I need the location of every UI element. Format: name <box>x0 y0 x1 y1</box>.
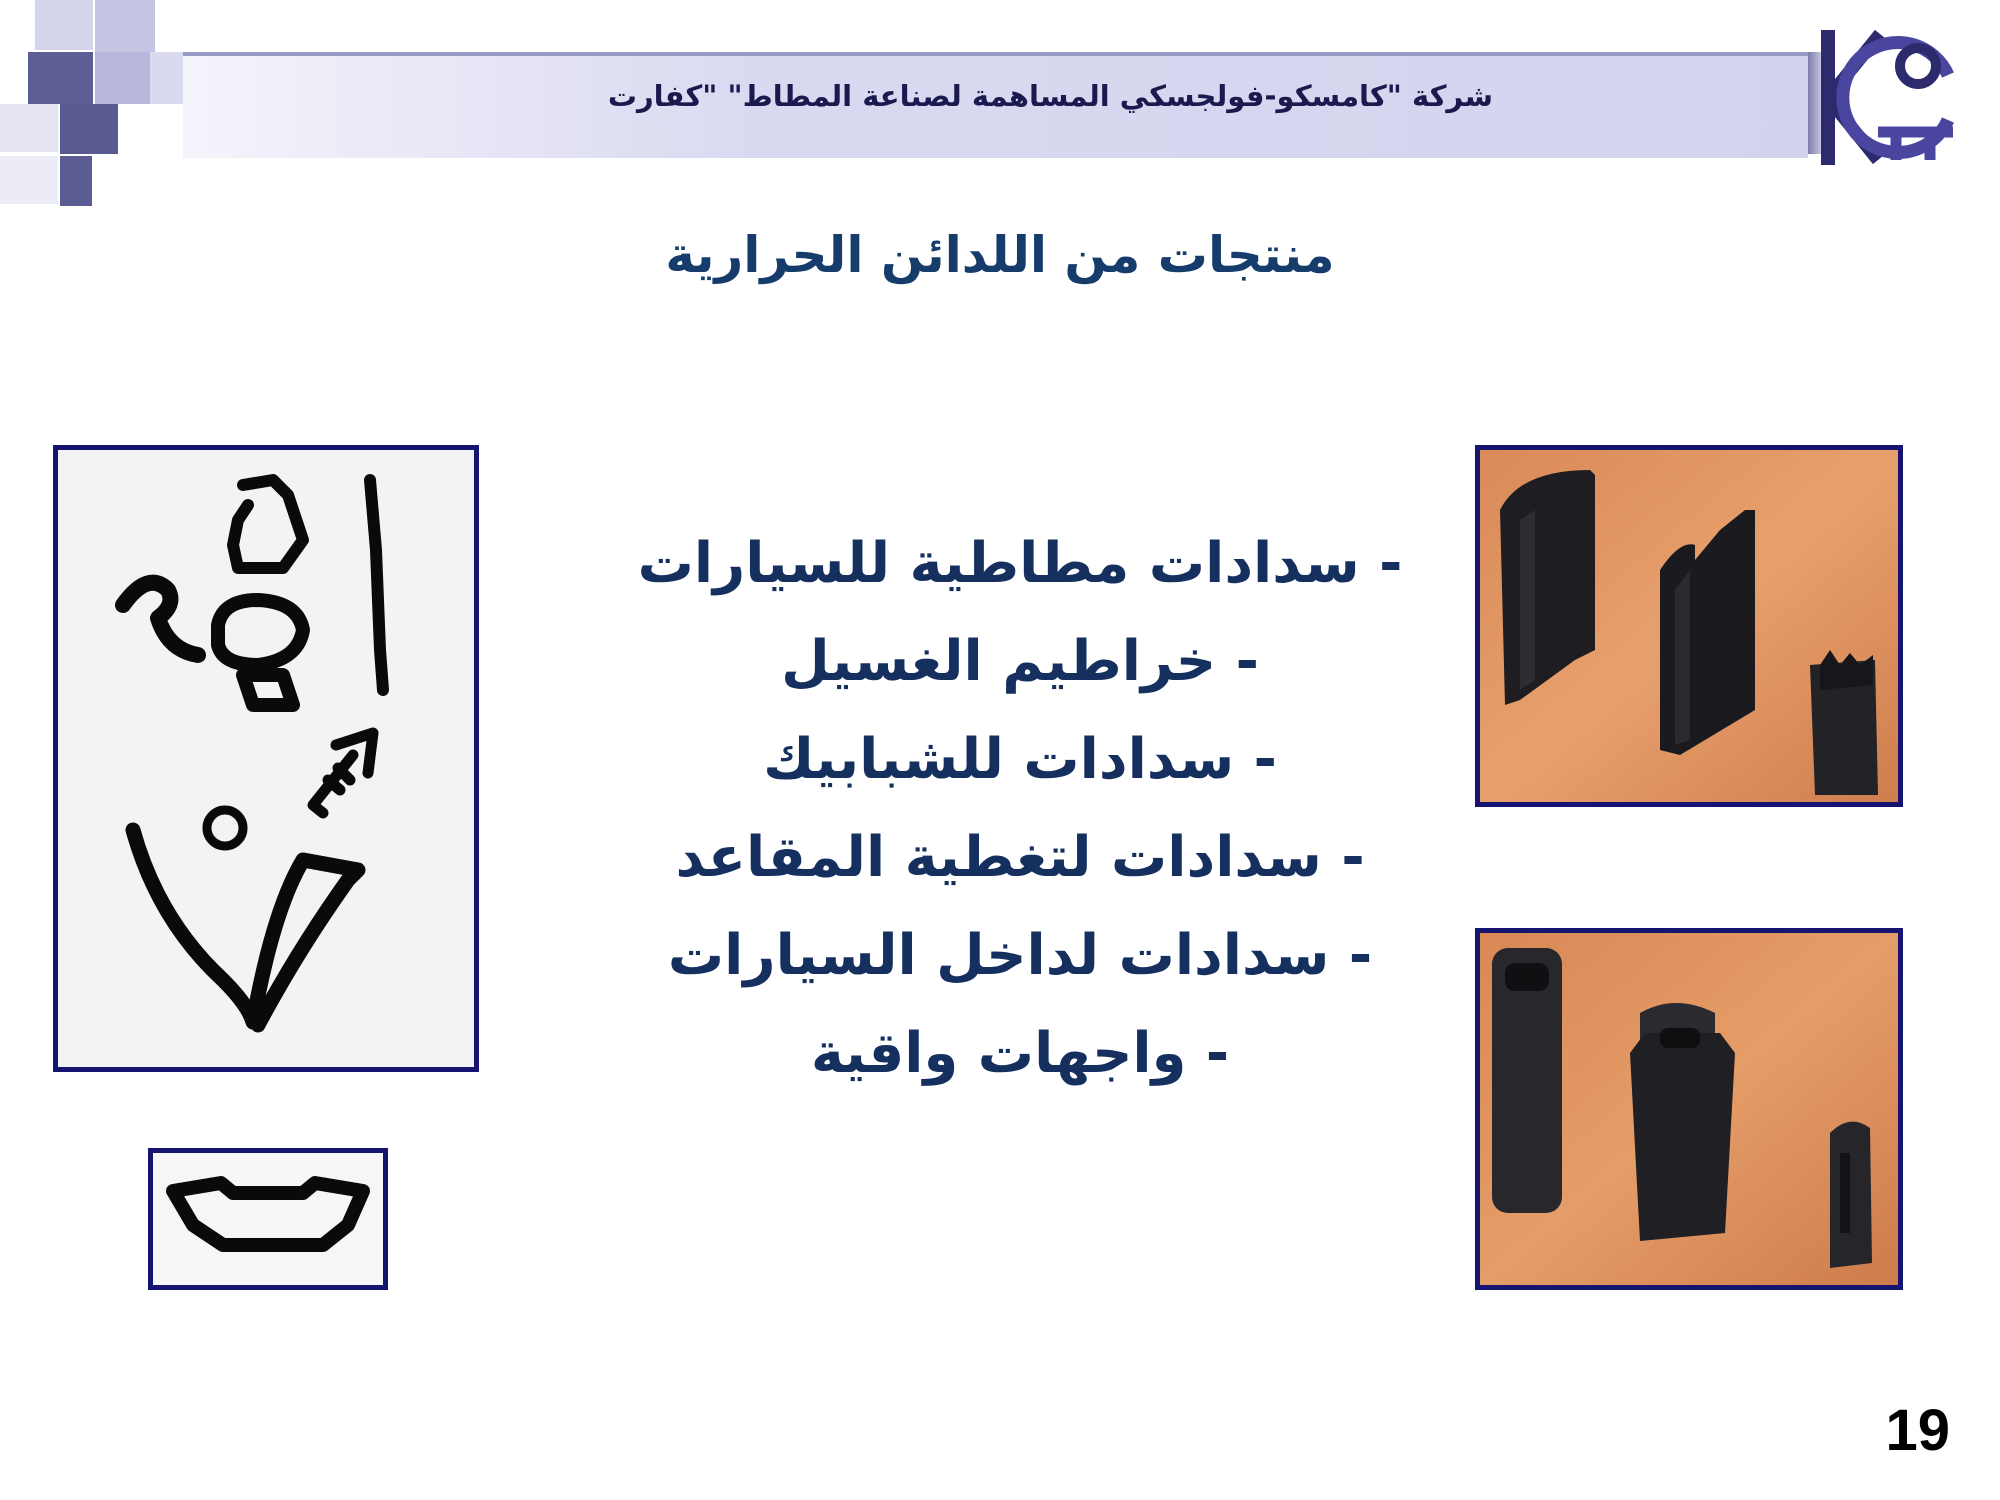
slide-title: منتجات من اللدائن الحرارية <box>665 226 1335 284</box>
decor-square <box>95 52 150 104</box>
decor-square <box>28 52 93 104</box>
black-seal-strips-on-wood-photo <box>1475 445 1903 807</box>
product-list <box>560 515 1480 1103</box>
seal-profile-cross-section-photo <box>148 1148 388 1290</box>
list-item: - واجهات واقية <box>810 1021 1230 1086</box>
decor-square <box>60 156 92 206</box>
list-item: - سدادات مطاطية للسيارات <box>637 531 1403 596</box>
list-item: - سدادات لتغطية المقاعد <box>675 825 1365 890</box>
decor-square <box>35 0 93 50</box>
list-item: - خراطيم الغسيل <box>781 629 1259 694</box>
company-logo-icon <box>1818 20 1968 170</box>
list-item: - سدادات لداخل السيارات <box>667 923 1373 988</box>
decor-square <box>60 104 118 154</box>
company-name: شركة "كامسكو-فولجسكي المساهمة لصناعة المطاط" "كفارت <box>607 79 1493 113</box>
list-item: - سدادات للشبابيك <box>763 727 1277 792</box>
black-tube-profiles-on-wood-photo <box>1475 928 1903 1290</box>
decor-square <box>0 156 58 204</box>
page-number: 19 <box>1885 1398 1950 1463</box>
decor-square <box>0 104 58 152</box>
rubber-seal-profiles-photo <box>53 445 479 1072</box>
decor-square <box>95 0 155 52</box>
